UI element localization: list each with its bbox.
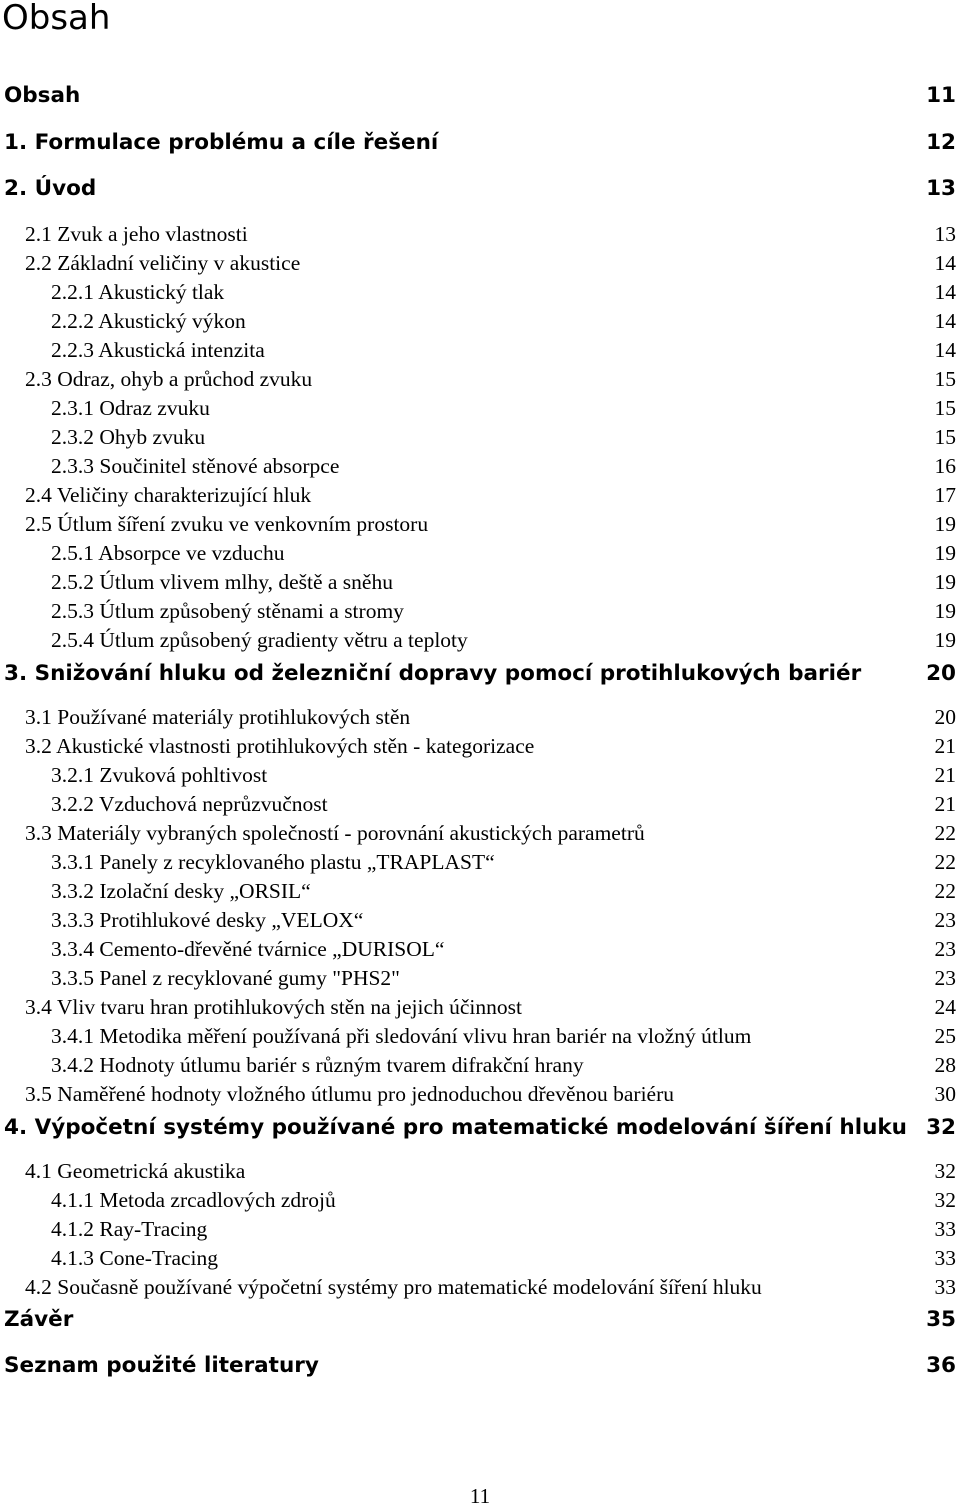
toc-entry-page: 19: [934, 570, 956, 594]
toc-entry-label: 2.3 Odraz, ohyb a průchod zvuku: [25, 367, 313, 391]
toc-entry-page: 32: [926, 1115, 956, 1140]
toc-entry[interactable]: [0, 732, 960, 760]
toc-entry-page: 17: [934, 483, 956, 507]
toc-entry[interactable]: [0, 336, 960, 364]
toc-entry[interactable]: [0, 1022, 960, 1050]
toc-entry[interactable]: [0, 175, 960, 203]
toc-entry[interactable]: [0, 1273, 960, 1301]
toc-entry-page: 14: [934, 280, 956, 304]
toc-entry-page: 22: [934, 821, 956, 845]
toc-entry-page: 15: [934, 367, 956, 391]
toc-entry[interactable]: [0, 877, 960, 905]
toc-entry-label: 2. Úvod: [4, 176, 97, 201]
toc-entry[interactable]: [0, 1157, 960, 1185]
toc-entry[interactable]: [0, 1215, 960, 1243]
toc-entry-label: 2.2.2 Akustický výkon: [51, 309, 246, 333]
toc-entry-page: 28: [934, 1053, 956, 1077]
toc-entry-label: 2.5.2 Útlum vlivem mlhy, deště a sněhu: [51, 570, 393, 594]
toc-entry[interactable]: [0, 660, 960, 688]
toc-entry-label: 3.4 Vliv tvaru hran protihlukových stěn na jejich účinnost: [25, 995, 522, 1019]
toc-entry-page: 23: [934, 966, 956, 990]
toc-entry-page: 14: [934, 251, 956, 275]
toc-entry[interactable]: [0, 568, 960, 596]
toc-entry-label: 2.2 Základní veličiny v akustice: [25, 251, 301, 275]
toc-entry[interactable]: [0, 935, 960, 963]
toc-entry-page: 23: [934, 908, 956, 932]
toc-entry-label: 3.2 Akustické vlastnosti protihlukových stěn - kategorizace: [25, 734, 535, 758]
toc-entry-page: 36: [926, 1353, 956, 1378]
toc-entry-label: 3.5 Naměřené hodnoty vložného útlumu pro jednoduchou dřevěnou bariéru: [25, 1082, 674, 1106]
toc-entry-label: 3.3 Materiály vybraných společností - porovnání akustických parametrů: [25, 821, 645, 845]
toc-entry[interactable]: [0, 848, 960, 876]
toc-entry-label: 4.2 Současně používané výpočetní systémy pro matematické modelování šíření hluku: [25, 1275, 762, 1299]
toc-entry-label: 3.3.4 Cemento-dřevěné tvárnice „DURISOL“: [51, 937, 445, 961]
toc-entry-page: 15: [934, 425, 956, 449]
toc-entry-label: 4.1.3 Cone-Tracing: [51, 1246, 219, 1270]
toc-entry[interactable]: [0, 249, 960, 277]
toc-entry[interactable]: [0, 906, 960, 934]
toc-entry[interactable]: [0, 1186, 960, 1214]
toc-entry-page: 30: [934, 1082, 956, 1106]
toc-entry[interactable]: [0, 819, 960, 847]
toc-entry-label: 4.1 Geometrická akustika: [25, 1159, 246, 1183]
toc-entry-page: 14: [934, 309, 956, 333]
toc-entry-label: 3.1 Používané materiály protihlukových stěn: [25, 705, 411, 729]
toc-entry-page: 21: [934, 792, 956, 816]
toc-entry-page: 24: [934, 995, 956, 1019]
toc-entry-page: 25: [934, 1024, 956, 1048]
toc-entry[interactable]: [0, 539, 960, 567]
toc-entry-label: 2.5.4 Útlum způsobený gradienty větru a teploty: [51, 628, 468, 652]
toc-entry[interactable]: [0, 597, 960, 625]
toc-entry-page: 21: [934, 763, 956, 787]
toc-entry[interactable]: [0, 964, 960, 992]
toc-entry-page: 35: [926, 1307, 956, 1332]
toc-entry-page: 33: [934, 1246, 956, 1270]
toc-entry[interactable]: [0, 394, 960, 422]
toc-entry[interactable]: [0, 1114, 960, 1142]
toc-entry-label: 2.2.3 Akustická intenzita: [51, 338, 265, 362]
toc-entry-label: 2.3.1 Odraz zvuku: [51, 396, 210, 420]
toc-entry-label: 2.2.1 Akustický tlak: [51, 280, 225, 304]
toc-entry-page: 22: [934, 879, 956, 903]
page-heading: Obsah: [2, 0, 111, 38]
toc-entry[interactable]: [0, 82, 960, 110]
toc-entry-page: 32: [934, 1188, 956, 1212]
toc-entry[interactable]: [0, 1080, 960, 1108]
toc-entry-page: 19: [934, 541, 956, 565]
toc-entry-label: 3.2.2 Vzduchová neprůzvučnost: [51, 792, 328, 816]
toc-entry-label: 3.4.2 Hodnoty útlumu bariér s různým tvarem difrakční hrany: [51, 1053, 584, 1077]
toc-entry-label: 4.1.1 Metoda zrcadlových zdrojů: [51, 1188, 336, 1212]
toc-entry[interactable]: [0, 626, 960, 654]
page-number: 11: [469, 1484, 491, 1508]
toc-entry-page: 22: [934, 850, 956, 874]
toc-entry[interactable]: [0, 220, 960, 248]
toc-entry-label: Obsah: [4, 83, 81, 108]
toc-entry[interactable]: [0, 307, 960, 335]
toc-entry-page: 20: [926, 661, 956, 686]
toc-entry-page: 13: [926, 176, 956, 201]
toc-entry-label: 3. Snižování hluku od železniční dopravy pomocí protihlukových bariér: [4, 661, 862, 686]
toc-entry[interactable]: [0, 703, 960, 731]
toc-entry[interactable]: [0, 423, 960, 451]
toc-entry-label: 1. Formulace problému a cíle řešení: [4, 130, 439, 155]
toc-entry[interactable]: [0, 278, 960, 306]
toc-entry-page: 13: [934, 222, 956, 246]
toc-entry[interactable]: [0, 761, 960, 789]
toc-entry[interactable]: [0, 1352, 960, 1380]
toc-entry-page: 20: [934, 705, 956, 729]
toc-entry[interactable]: [0, 993, 960, 1021]
toc-entry[interactable]: [0, 452, 960, 480]
toc-entry-label: 3.3.5 Panel z recyklované gumy "PHS2": [51, 966, 400, 990]
toc-entry[interactable]: [0, 365, 960, 393]
toc-entry-page: 16: [934, 454, 956, 478]
toc-entry-label: 2.5 Útlum šíření zvuku ve venkovním prostoru: [25, 512, 429, 536]
toc-entry-label: Závěr: [4, 1307, 74, 1332]
toc-entry-label: 2.3.2 Ohyb zvuku: [51, 425, 206, 449]
toc-entry[interactable]: [0, 1051, 960, 1079]
toc-entry[interactable]: [0, 1244, 960, 1272]
toc-entry[interactable]: [0, 129, 960, 157]
toc-entry-page: 23: [934, 937, 956, 961]
toc-entry-label: 3.3.3 Protihlukové desky „VELOX“: [51, 908, 364, 932]
toc-entry-label: 2.5.3 Útlum způsobený stěnami a stromy: [51, 599, 404, 623]
toc-entry-label: 2.4 Veličiny charakterizující hluk: [25, 483, 312, 507]
toc-entry-label: 2.3.3 Součinitel stěnové absorpce: [51, 454, 340, 478]
toc-entry-label: 3.2.1 Zvuková pohltivost: [51, 763, 268, 787]
toc-entry-page: 19: [934, 599, 956, 623]
toc-entry-label: 3.3.2 Izolační desky „ORSIL“: [51, 879, 311, 903]
toc-entry-page: 32: [934, 1159, 956, 1183]
toc-entry-page: 21: [934, 734, 956, 758]
toc-entry-label: Seznam použité literatury: [4, 1353, 319, 1378]
toc-entry-page: 19: [934, 628, 956, 652]
toc-entry[interactable]: [0, 481, 960, 509]
toc-entry-label: 3.3.1 Panely z recyklovaného plastu „TRAPLAST“: [51, 850, 495, 874]
toc-entry-label: 4.1.2 Ray-Tracing: [51, 1217, 208, 1241]
toc-entry-page: 33: [934, 1217, 956, 1241]
toc-entry[interactable]: [0, 1306, 960, 1334]
toc-entry-page: 15: [934, 396, 956, 420]
toc-entry-page: 33: [934, 1275, 956, 1299]
toc-entry[interactable]: [0, 790, 960, 818]
toc-entry[interactable]: [0, 510, 960, 538]
toc-entry-page: 12: [926, 130, 956, 155]
toc-entry-page: 11: [926, 83, 956, 108]
toc-entry-label: 3.4.1 Metodika měření používaná při sledování vlivu hran bariér na vložný útlum: [51, 1024, 752, 1048]
toc-entry-page: 19: [934, 512, 956, 536]
toc-entry-label: 2.1 Zvuk a jeho vlastnosti: [25, 222, 248, 246]
toc-entry-label: 4. Výpočetní systémy používané pro matematické modelování šíření hluku: [4, 1115, 907, 1140]
toc-entry-label: 2.5.1 Absorpce ve vzduchu: [51, 541, 285, 565]
toc-entry-page: 14: [934, 338, 956, 362]
